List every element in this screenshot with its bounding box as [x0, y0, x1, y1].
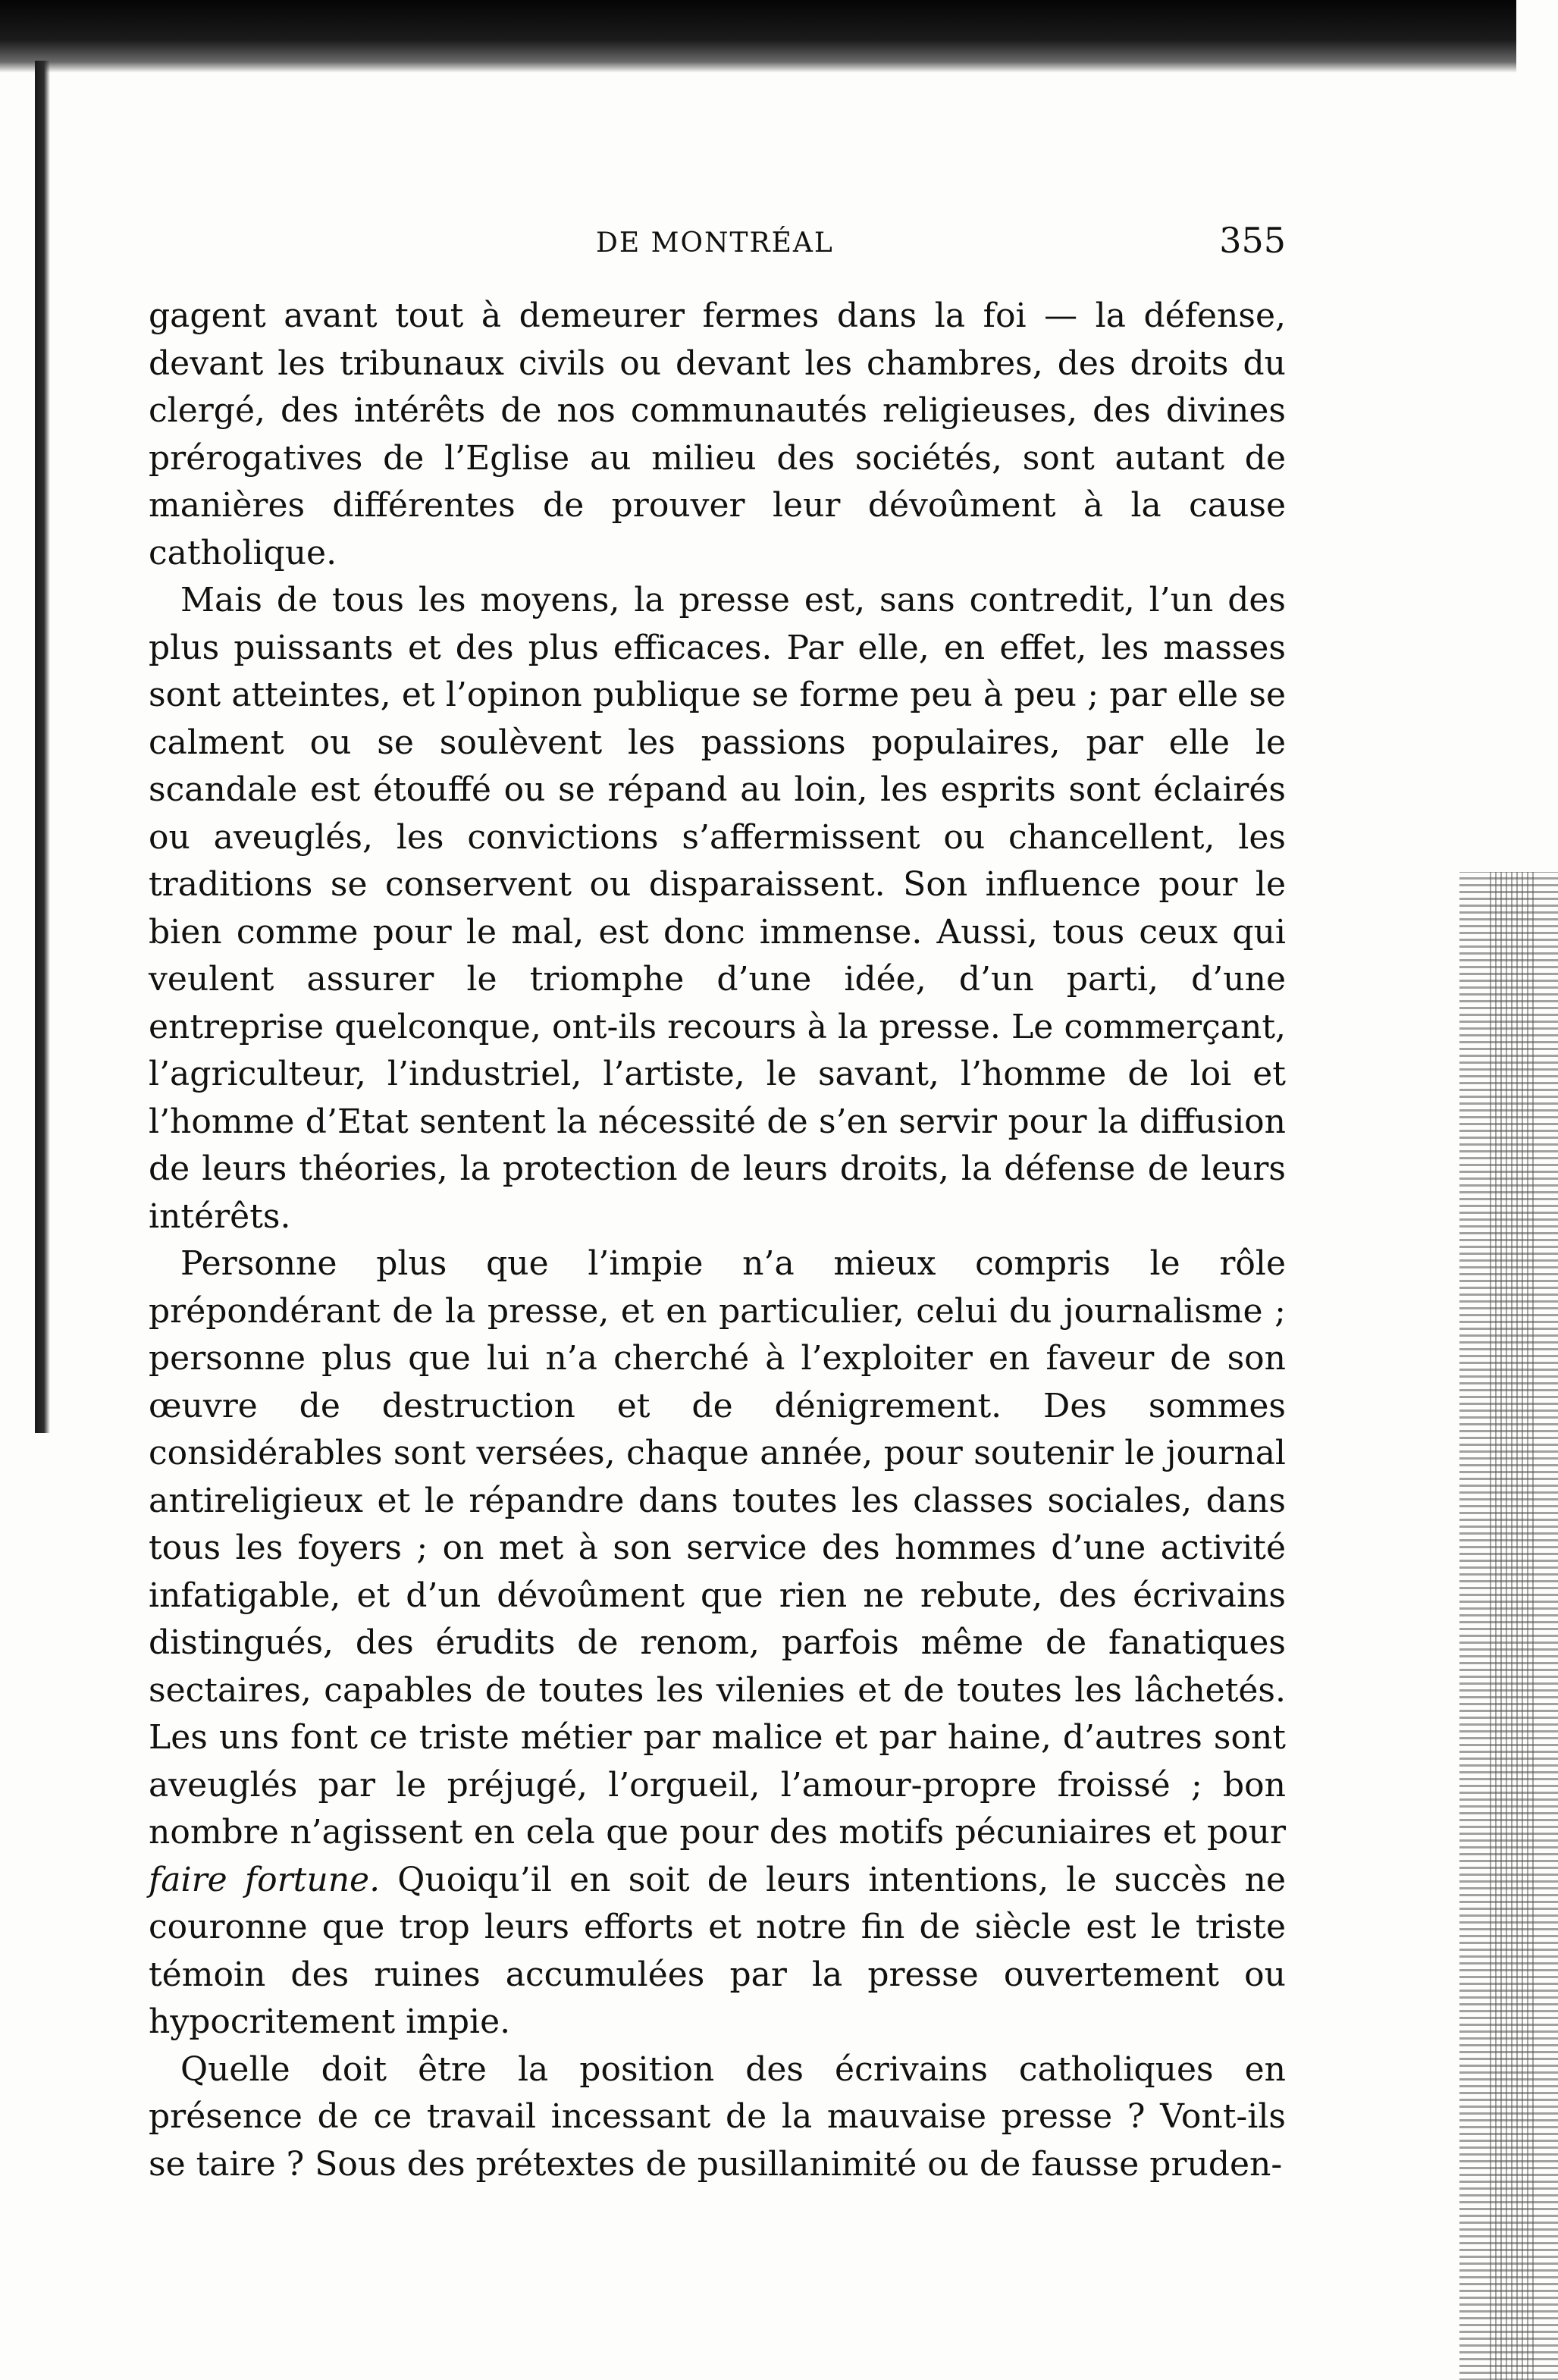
paragraph-1: gagent avant tout à demeurer fermes dans la foi — la défense, devant les tribunaux civils ou devant les chambres, des droits du clergé, des intérêts de nos communautés religieuses, des divines prérogatives de l’Eglise au milieu des sociétés, sont autant de manières différentes de prouver leur dévoûment à la cause catholique.	[149, 296, 1286, 572]
scan-left-border	[35, 61, 50, 1433]
paragraph-3	[149, 1240, 1286, 2046]
running-head: DE MONTRÉAL	[596, 227, 834, 259]
paragraph-3-tail: Quoiqu’il en soit de leurs intentions, le succès ne couronne que trop leurs efforts et notre fin de siècle est le triste témoin des ruines accumulées par la presse ouvertement ou hypocritement impie.	[149, 1860, 1286, 2041]
paragraph-4: Quelle doit être la position des écrivains catholiques en présence de ce travail incessant de la mauvaise presse ? Vont-ils se taire ? Sous des prétextes de pusillanimité ou de fausse pruden-	[149, 2049, 1286, 2184]
scan-top-border	[0, 0, 1516, 73]
scan-right-edge-noise	[1459, 872, 1558, 2380]
page-header	[149, 220, 1286, 273]
paragraph-2: Mais de tous les moyens, la presse est, sans contredit, l’un des plus puissants et des plus efficaces. Par elle, en effet, les masses sont atteintes, et l’opinon publique se forme peu à peu ; par elle se calment ou se soulèvent les passions populaires, par elle le scandale est étouffé ou se répand au loin, les esprits sont éclairés ou aveuglés, les convictions s’affermissent ou chancellent, les traditions se conservent ou disparaissent. Son influence pour le bien comme pour le mal, est donc immense. Aussi, tous ceux qui veulent assurer le triomphe d’une idée, d’un parti, d’une entreprise quelconque, ont-ils recours à la presse. Le commerçant, l’agriculteur, l’industriel, l’artiste, le savant, l’homme de loi et l’homme d’Etat sentent la nécessité de s’en servir pour la diffusion de leurs théories, la protection de leurs droits, la défense de leurs intérêts.	[149, 581, 1286, 1236]
page-number: 355	[1219, 220, 1286, 261]
paragraph-3-italic: faire fortune.	[149, 1860, 381, 1899]
paragraph-3-text: Personne plus que l’impie n’a mieux compris le rôle prépondérant de la presse, et en particulier, celui du journalisme ; personne plus que lui n’a cherché à l’exploiter en faveur de son œuvre de destruction et de dénigrement. Des sommes considérables sont versées, chaque année, pour soutenir le journal antireligieux et le répandre dans toutes les classes sociales, dans tous les foyers ; on met à son service des hommes d’une activité infatigable, et d’un dévoûment que rien ne rebute, des écrivains distingués, des érudits de renom, parfois même de fanatiques sectaires, capables de toutes les vilenies et de toutes les lâchetés. Les uns font ce triste métier par malice et par haine, d’autres sont aveuglés par le préjugé, l’orgueil, l’amour-propre froissé ; bon nombre n’agissent en cela que pour des motifs pécuniaires et pour	[149, 1244, 1286, 1852]
body-text	[149, 293, 1286, 2188]
